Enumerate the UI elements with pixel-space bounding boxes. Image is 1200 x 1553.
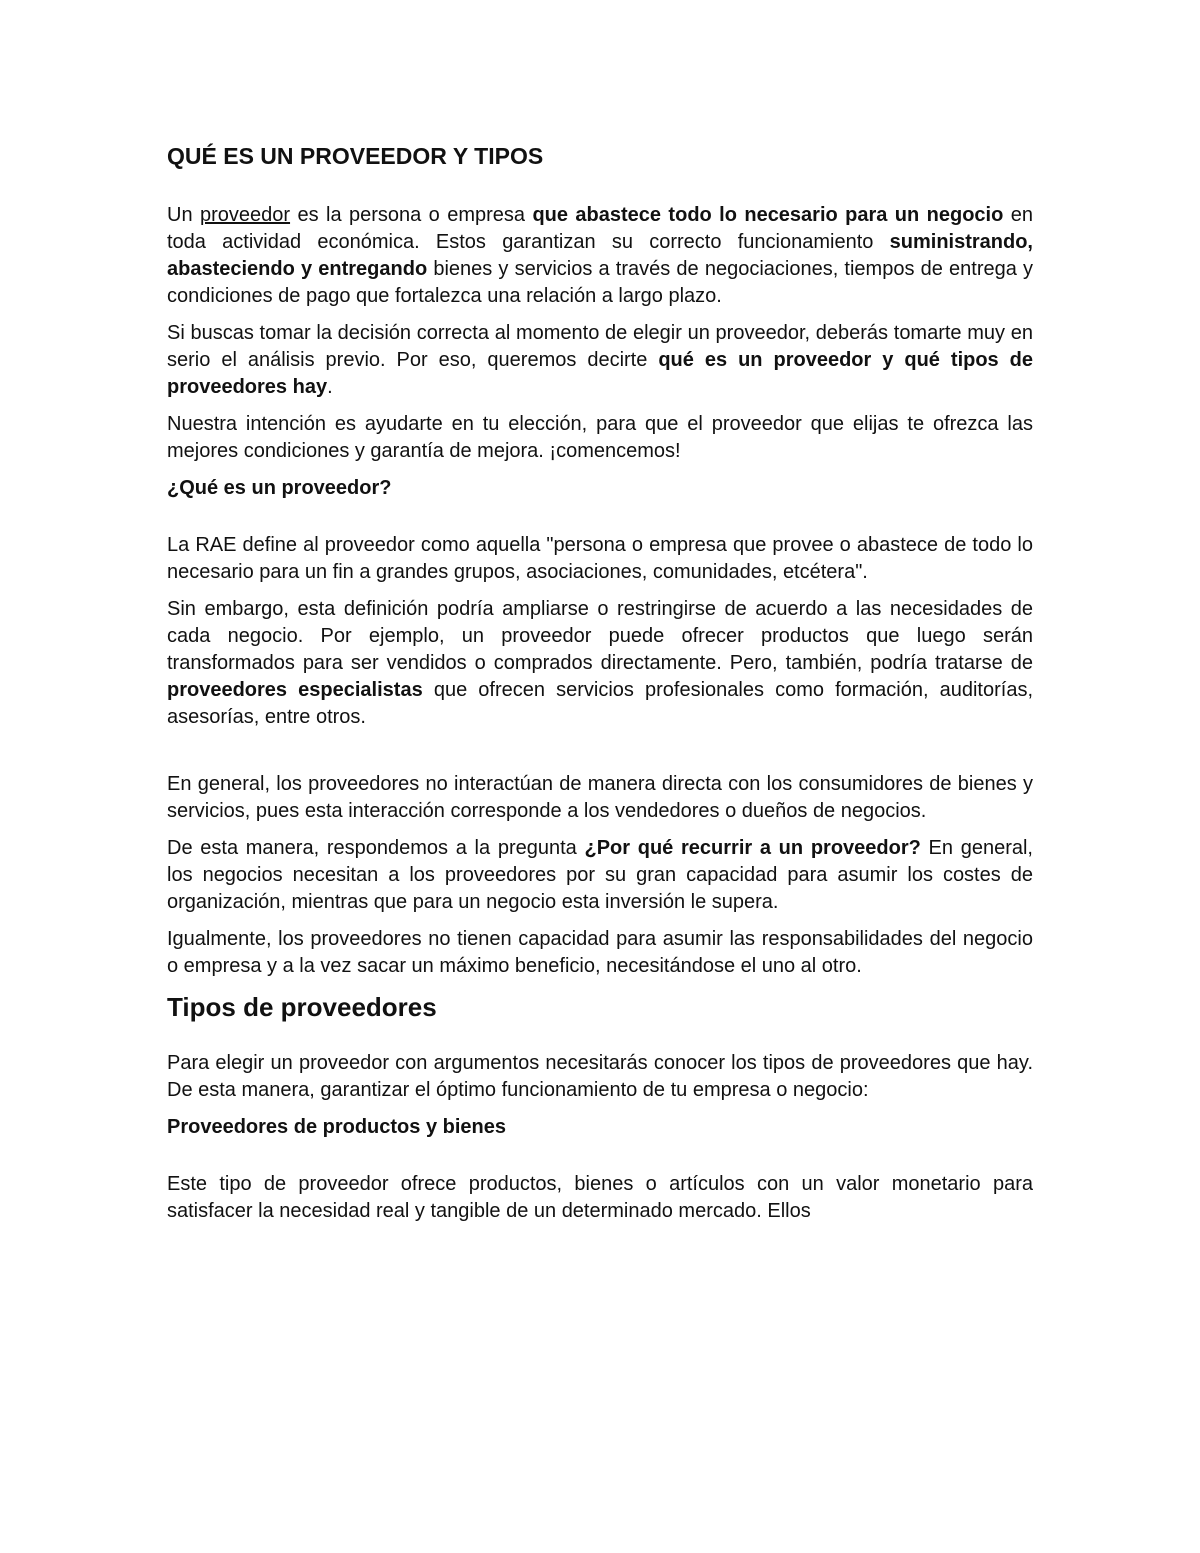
- paragraph-decision: [167, 320, 1033, 401]
- spacer: [167, 741, 1033, 771]
- text: bienes y servicios a través de negociaciones, tiempos de entrega y condiciones de pago que fortalezca una relación a largo plazo.: [167, 258, 1034, 307]
- paragraph-para-elegir: Para elegir un proveedor con argumentos necesitarás conocer los tipos de proveedores que hay. De esta manera, garantizar el óptimo funcionamiento de tu empresa o negocio:: [167, 1052, 1033, 1101]
- paragraph-en-general: En general, los proveedores no interactúan de manera directa con los consumidores de bienes y servicios, pues esta interacción corresponde a los vendedores o dueños de negocios.: [167, 773, 1033, 822]
- text: es la persona o empresa: [290, 204, 533, 226]
- text: Sin embargo, esta definición podría ampliarse o restringirse de acuerdo a las necesidades de cada negocio. Por ejemplo, un proveedor puede ofrecer productos que luego serán transformados para ser vendidos o comprados directamente. Pero, también, podría tratarse de: [167, 598, 1033, 674]
- bold-text: proveedores especialistas: [167, 679, 423, 701]
- subheading-que-es: ¿Qué es un proveedor?: [167, 477, 392, 499]
- bold-text: qué es un proveedor y qué tipos de proveedores hay: [167, 349, 1033, 398]
- paragraph-intro: [167, 202, 1033, 310]
- paragraph-intention: Nuestra intención es ayudarte en tu elección, para que el proveedor que elijas te ofrezca las mejores condiciones y garantía de mejora. ¡comencemos!: [167, 413, 1033, 462]
- text: en toda actividad económica. Estos garantizan su correcto funcionamiento: [167, 204, 1034, 253]
- paragraph-sin-embargo: [167, 596, 1033, 731]
- paragraph-por-que: [167, 835, 1033, 916]
- bold-text: ¿Por qué recurrir a un proveedor?: [584, 837, 921, 859]
- text: Un: [167, 204, 200, 226]
- bold-text: suministrando, abasteciendo y entregando: [167, 231, 1033, 280]
- text: Si buscas tomar la decisión correcta al momento de elegir un proveedor, deberás tomarte muy en serio el análisis previo. Por eso, queremos decirte: [167, 322, 1033, 371]
- heading-tipos: Tipos de proveedores: [167, 992, 437, 1022]
- document-page: [167, 140, 1033, 1235]
- subheading-productos-bienes: Proveedores de productos y bienes: [167, 1116, 506, 1138]
- text: .: [327, 376, 333, 398]
- bold-text: que abastece todo lo necesario para un negocio: [532, 204, 1004, 226]
- paragraph-rae: La RAE define al proveedor como aquella "persona o empresa que provee o abastece de todo lo necesario para un fin a grandes grupos, asociaciones, comunidades, etcétera".: [167, 534, 1033, 583]
- paragraph-igualmente: Igualmente, los proveedores no tienen capacidad para asumir las responsabilidades del negocio o empresa y a la vez sacar un máximo beneficio, necesitándose el uno al otro.: [167, 928, 1033, 977]
- text: De esta manera, respondemos a la pregunta: [167, 837, 585, 859]
- proveedor-link[interactable]: proveedor: [199, 204, 291, 226]
- document-title: QUÉ ES UN PROVEEDOR Y TIPOS: [167, 143, 544, 169]
- paragraph-este-tipo: Este tipo de proveedor ofrece productos, bienes o artículos con un valor monetario para satisfacer la necesidad real y tangible de un determinado mercado. Ellos: [167, 1173, 1033, 1222]
- text: que ofrecen servicios profesionales como formación, auditorías, asesorías, entre otros.: [167, 679, 1033, 728]
- text: En general, los negocios necesitan a los proveedores por su gran capacidad para asumir los costes de organización, mientras que para un negocio esta inversión le supera.: [167, 837, 1033, 913]
